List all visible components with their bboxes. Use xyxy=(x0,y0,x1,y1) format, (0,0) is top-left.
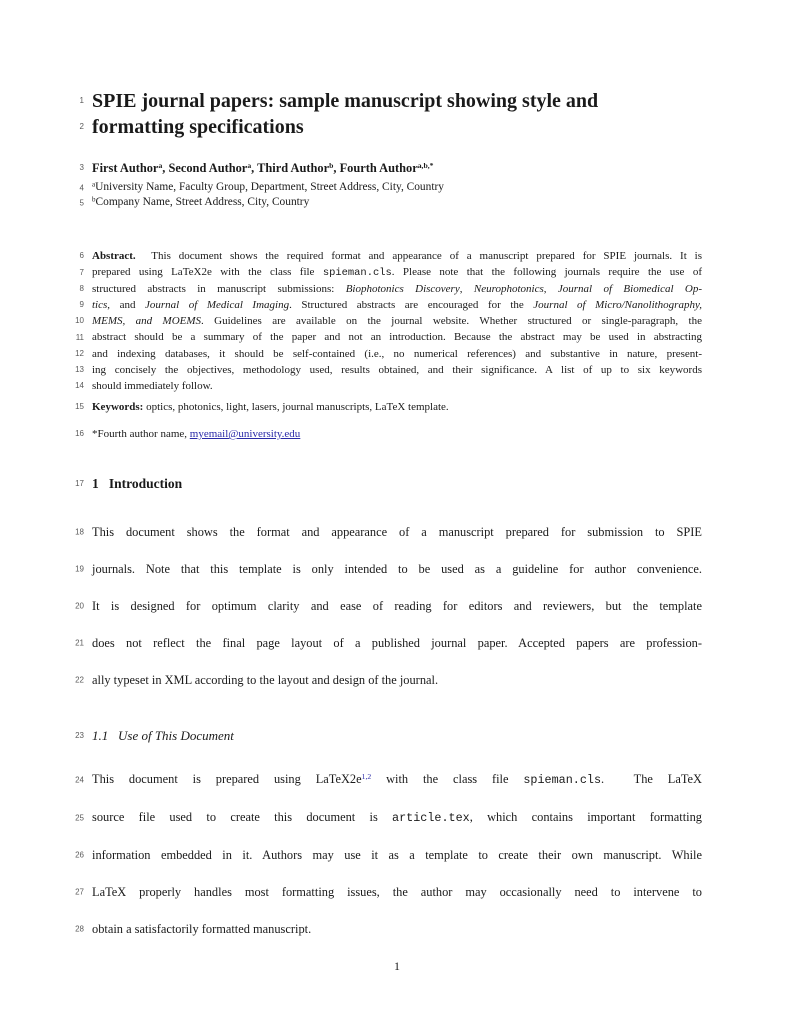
text-line xyxy=(75,551,702,588)
citation-link[interactable]: 1,2 xyxy=(361,772,372,781)
line-content xyxy=(92,160,702,176)
text-run: tics xyxy=(92,299,108,312)
line-content xyxy=(92,911,702,948)
text-line xyxy=(79,180,702,195)
text-run: This document shows the required format and appearance of a manuscript prepared for SPIE journals. It is xyxy=(135,250,702,262)
line-content xyxy=(92,625,702,662)
line-number: 4 xyxy=(79,183,84,192)
text-line xyxy=(75,874,702,911)
line-content xyxy=(92,329,702,345)
line-number: 24 xyxy=(75,775,84,785)
text-run: abstract should be a summary of the paper and not an introduction. Because the abstract may be used in abstracting xyxy=(92,331,702,344)
superscript-label: b xyxy=(329,161,334,171)
text-run: 1.1 Use of This Document xyxy=(92,727,234,743)
text-line xyxy=(75,911,702,948)
text-run: , xyxy=(459,283,474,296)
line-number: 12 xyxy=(75,348,84,358)
text-run: information embedded in it. Authors may use it as a template to create their own manuscript. While xyxy=(92,847,702,862)
line-number: 25 xyxy=(75,813,84,823)
line-content xyxy=(92,551,702,588)
text-line xyxy=(75,514,702,551)
text-line xyxy=(75,474,702,494)
text-run: and indexing databases, it should be self-contained (i.e., no numerical references) and substantive in nature, present- xyxy=(92,347,702,360)
text-line xyxy=(75,837,702,874)
line-number: 1 xyxy=(79,96,84,105)
section-block xyxy=(75,474,702,494)
line-number: 21 xyxy=(75,638,84,648)
text-run: SPIE journal papers: sample manuscript showing style and xyxy=(92,90,599,112)
text-run: should immediately follow. xyxy=(92,379,213,392)
text-run: This document is prepared using LaTeX2e xyxy=(92,771,362,786)
text-line xyxy=(75,378,702,394)
line-content xyxy=(92,88,702,114)
text-run: This document shows the format and appearance of a manuscript prepared for submission to SPIE xyxy=(92,524,702,539)
text-run: Biophotonics Discovery xyxy=(345,283,460,296)
line-content xyxy=(92,114,702,140)
text-run: prepared using LaTeX2e with the class file xyxy=(92,266,323,279)
line-content xyxy=(92,362,702,378)
line-content xyxy=(92,281,702,297)
line-number: 7 xyxy=(79,267,84,277)
line-content xyxy=(92,248,702,264)
line-number: 20 xyxy=(75,601,84,611)
text-run: Neurophotonics xyxy=(473,283,544,296)
line-content xyxy=(92,378,702,394)
body-block xyxy=(75,761,702,948)
line-content xyxy=(92,726,702,746)
text-run: *Fourth author name, xyxy=(92,427,190,440)
keywords-block xyxy=(75,399,702,415)
line-number: 8 xyxy=(79,284,84,294)
line-content xyxy=(92,474,702,494)
text-line xyxy=(75,362,702,378)
text-line xyxy=(79,160,702,176)
line-number: 9 xyxy=(79,300,84,310)
superscript-label: a xyxy=(158,161,163,171)
line-content xyxy=(92,662,702,699)
text-run: , and xyxy=(107,299,145,312)
text-run: Journal of Medical Imaging xyxy=(145,299,290,312)
line-content xyxy=(92,874,702,911)
text-run: Journal of Biomedical Op- xyxy=(557,283,703,296)
line-content xyxy=(92,514,702,551)
text-line xyxy=(75,726,702,746)
text-line xyxy=(75,329,702,345)
superscript-label: a xyxy=(247,161,252,171)
text-run: First Author xyxy=(92,161,159,175)
line-content xyxy=(92,346,702,362)
text-run: , Second Author xyxy=(162,161,248,175)
text-run: 1 Introduction xyxy=(92,475,183,491)
text-line xyxy=(75,588,702,625)
text-run: LaTeX properly handles most formatting issues, the author may occasionally need to intervene to xyxy=(92,884,702,899)
text-run: Abstract. xyxy=(92,250,136,262)
text-run: with the class file xyxy=(371,771,524,786)
line-content xyxy=(92,313,702,329)
superscript-label: b xyxy=(92,195,96,204)
text-line xyxy=(79,88,702,114)
text-run: , Third Author xyxy=(251,161,330,175)
line-number: 23 xyxy=(75,730,84,740)
text-line xyxy=(79,114,702,140)
text-line xyxy=(75,662,702,699)
line-content xyxy=(92,297,702,313)
text-line xyxy=(79,195,702,210)
correspondence-block xyxy=(75,426,702,442)
text-line xyxy=(79,281,703,297)
line-number: 14 xyxy=(75,380,84,390)
line-content xyxy=(92,195,702,210)
text-run: It is designed for optimum clarity and ease of reading for editors and reviewers, but the template xyxy=(92,598,702,613)
code-text: spieman.cls xyxy=(322,267,392,280)
code-text: article.tex xyxy=(392,810,470,825)
document-content xyxy=(75,88,703,948)
line-number: 10 xyxy=(75,316,84,326)
authors-block xyxy=(79,160,702,176)
line-number: 6 xyxy=(79,251,84,260)
line-content xyxy=(92,180,702,195)
line-number: 13 xyxy=(75,364,84,374)
text-run: , which contains important formatting xyxy=(469,809,702,824)
line-content xyxy=(92,426,702,442)
text-run: University Name, Faculty Group, Department, Street Address, City, Country xyxy=(95,181,444,193)
citation-superscript xyxy=(362,772,372,781)
text-line xyxy=(75,346,702,362)
text-run: formatting specifications xyxy=(92,116,304,138)
text-run: source file used to create this document is xyxy=(92,809,393,824)
line-content xyxy=(92,837,702,874)
text-run: Company Name, Street Address, City, Country xyxy=(95,196,310,208)
superscript-label: a,b,* xyxy=(417,161,434,171)
text-line xyxy=(75,625,702,662)
line-number: 19 xyxy=(75,564,84,574)
line-content xyxy=(92,588,702,625)
text-run: MEMS, and MOEMS xyxy=(92,315,202,328)
text-run: . Please note that the following journals require the use of xyxy=(391,266,702,279)
text-run: ing concisely the objectives, methodology used, results obtained, and their significance. A list of up to six keywords xyxy=(92,363,702,376)
text-run: structured abstracts in manuscript submissions: xyxy=(92,283,346,296)
line-number: 5 xyxy=(79,198,84,207)
subsection-block xyxy=(75,726,702,746)
text-run: , Fourth Author xyxy=(333,161,418,175)
text-line xyxy=(75,799,702,837)
text-line xyxy=(79,297,702,313)
body-block xyxy=(75,514,702,699)
superscript-label: a xyxy=(92,180,96,189)
line-number: 22 xyxy=(75,675,84,685)
text-run: journals. Note that this template is only intended to be used as a guideline for author convenience. xyxy=(92,561,702,576)
text-run: . Structured abstracts are encouraged for the xyxy=(289,299,534,312)
page-number: 1 xyxy=(394,958,400,973)
line-number: 17 xyxy=(75,478,84,488)
text-run: . The LaTeX xyxy=(601,771,702,786)
text-run: Journal of Micro/Nanolithography, xyxy=(533,299,702,312)
text-line xyxy=(79,248,702,264)
affils-block xyxy=(79,180,702,210)
text-run: . Guidelines are available on the journal website. Whether structured or single-paragraph, the xyxy=(201,315,702,328)
text-line xyxy=(75,399,702,415)
line-number: 18 xyxy=(75,527,84,537)
text-run: obtain a satisfactorily formatted manuscript. xyxy=(92,921,312,936)
line-number: 16 xyxy=(75,428,84,438)
line-number: 11 xyxy=(75,332,84,342)
text-run: ally typeset in XML according to the layout and design of the journal. xyxy=(92,672,439,687)
text-run: does not reflect the final page layout of a published journal paper. Accepted papers are profession- xyxy=(92,635,702,650)
text-run: Keywords: xyxy=(92,400,144,413)
text-run: , xyxy=(543,283,558,296)
text-line xyxy=(75,313,702,329)
text-line xyxy=(75,426,702,442)
text-run: optics, photonics, light, lasers, journal manuscripts, LaTeX template. xyxy=(143,400,449,413)
line-content xyxy=(92,799,702,837)
email-link[interactable]: myemail@university.edu xyxy=(189,427,301,440)
line-number: 27 xyxy=(75,887,84,897)
line-number: 2 xyxy=(79,122,84,131)
title-block xyxy=(79,88,702,140)
text-line xyxy=(75,761,702,799)
line-number: 15 xyxy=(75,401,84,411)
line-content xyxy=(92,264,702,281)
line-content xyxy=(92,761,702,799)
line-number: 28 xyxy=(75,924,84,934)
line-number: 3 xyxy=(79,163,84,172)
line-number: 26 xyxy=(75,850,84,860)
code-text: spieman.cls xyxy=(523,772,602,787)
abstract-block xyxy=(75,248,703,394)
line-content xyxy=(92,399,702,415)
text-line xyxy=(79,264,702,281)
